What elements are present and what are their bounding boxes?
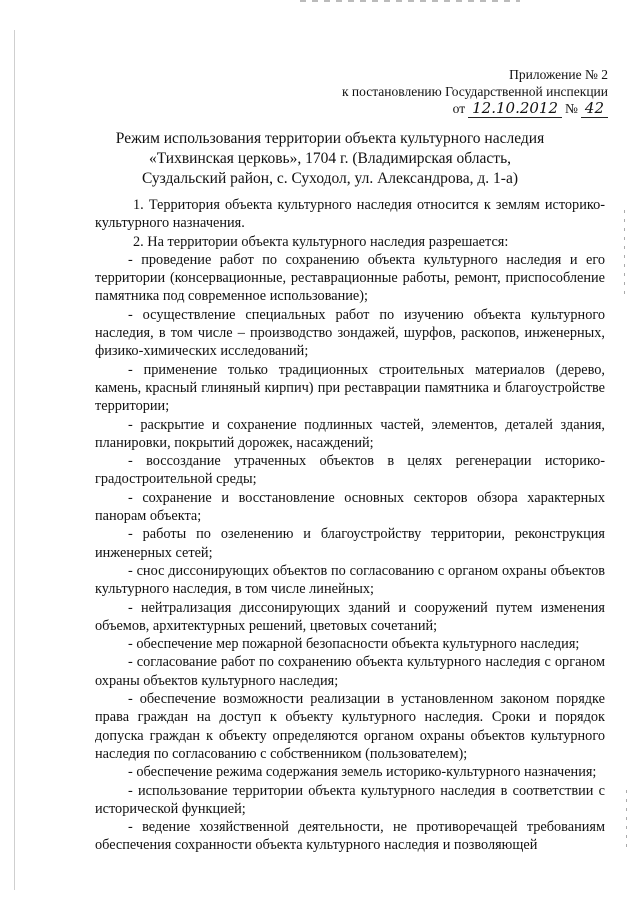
paragraph: - сохранение и восстановление основных секторов обзора характерных панорам объекта; bbox=[95, 489, 605, 525]
appendix-header bbox=[342, 66, 608, 118]
number-label: № bbox=[565, 101, 578, 116]
paragraph: - обеспечение возможности реализации в установленном законом порядке права граждан на доступ к объекту культурного наследия. Сроки и порядок допуска граждан к объекту определяются органом охраны объектов культурного наследия по согласованию с собственником (пользователем); bbox=[95, 691, 605, 762]
paragraph: - ведение хозяйственной деятельности, не противоречащей требованиям обеспечения сохранности объекта культурного наследия и позволяющей bbox=[95, 819, 605, 854]
paragraph: - осуществление специальных работ по изучению объекта культурного наследия, в том числе – производство зондажей, шурфов, раскопов, инженерных, физико-химических исследований; bbox=[95, 306, 605, 360]
paragraph: - проведение работ по сохранению объекта культурного наследия и его территории (консервационные, реставрационные работы, ремонт, приспособление памятника под современное использование); bbox=[95, 251, 605, 305]
scan-artifact-right-lower bbox=[626, 790, 627, 850]
scan-artifact-top bbox=[300, 0, 520, 2]
title-line: Суздальский район, с. Суходол, ул. Александрова, д. 1-а) bbox=[141, 170, 519, 187]
date-label: от bbox=[452, 101, 466, 116]
paragraph: - согласование работ по сохранению объекта культурного наследия с органом охраны объектов культурного наследия; bbox=[95, 654, 605, 689]
paragraph: - обеспечение режима содержания земель историко-культурного назначения; bbox=[128, 764, 597, 781]
appendix-number: Приложение № 2 bbox=[509, 67, 608, 82]
title-line: Режим использования территории объекта культурного наследия bbox=[115, 130, 545, 147]
paragraph: - использование территории объекта культурного наследия в соответствии с исторической функцией; bbox=[95, 782, 605, 817]
document-title bbox=[60, 129, 600, 189]
appendix-date-line bbox=[342, 100, 608, 118]
paragraph: - раскрытие и сохранение подлинных частей, элементов, деталей здания, планировки, покрытий дорожек, насаждений; bbox=[95, 416, 605, 451]
handwritten-number: 42 bbox=[581, 100, 608, 118]
paragraph: - снос диссонирующих объектов по согласованию с органом охраны объектов культурного наследия, в том числе линейных; bbox=[95, 562, 605, 598]
paragraph: - работы по озеленению и благоустройству территории, реконструкция инженерных сетей; bbox=[95, 526, 605, 561]
paragraph: - применение только традиционных строительных материалов (дерево, камень, красный глиняный кирпич) при реставрации памятника и благоустройстве территории; bbox=[95, 361, 605, 415]
paragraph: - воссоздание утраченных объектов в целях регенерации историко-градостроительной среды; bbox=[95, 453, 605, 488]
appendix-reference: к постановлению Государственной инспекции bbox=[342, 84, 608, 99]
scan-artifact-right bbox=[624, 210, 625, 300]
document-body bbox=[95, 196, 605, 855]
handwritten-date: 12.10.2012 bbox=[468, 100, 562, 118]
paragraph: 2. На территории объекта культурного наследия разрешается: bbox=[133, 233, 509, 250]
paragraph: - обеспечение мер пожарной безопасности объекта культурного наследия; bbox=[128, 636, 580, 653]
scan-artifact-left bbox=[14, 30, 15, 890]
paragraph: - нейтрализация диссонирующих зданий и сооружений путем изменения объемов, архитектурных решений, цветовых сочетаний; bbox=[95, 599, 605, 634]
paragraph: 1. Территория объекта культурного наследия относится к землям историко-культурного назначения. bbox=[95, 197, 605, 232]
title-line: «Тихвинская церковь», 1704 г. (Владимирская область, bbox=[148, 150, 512, 167]
